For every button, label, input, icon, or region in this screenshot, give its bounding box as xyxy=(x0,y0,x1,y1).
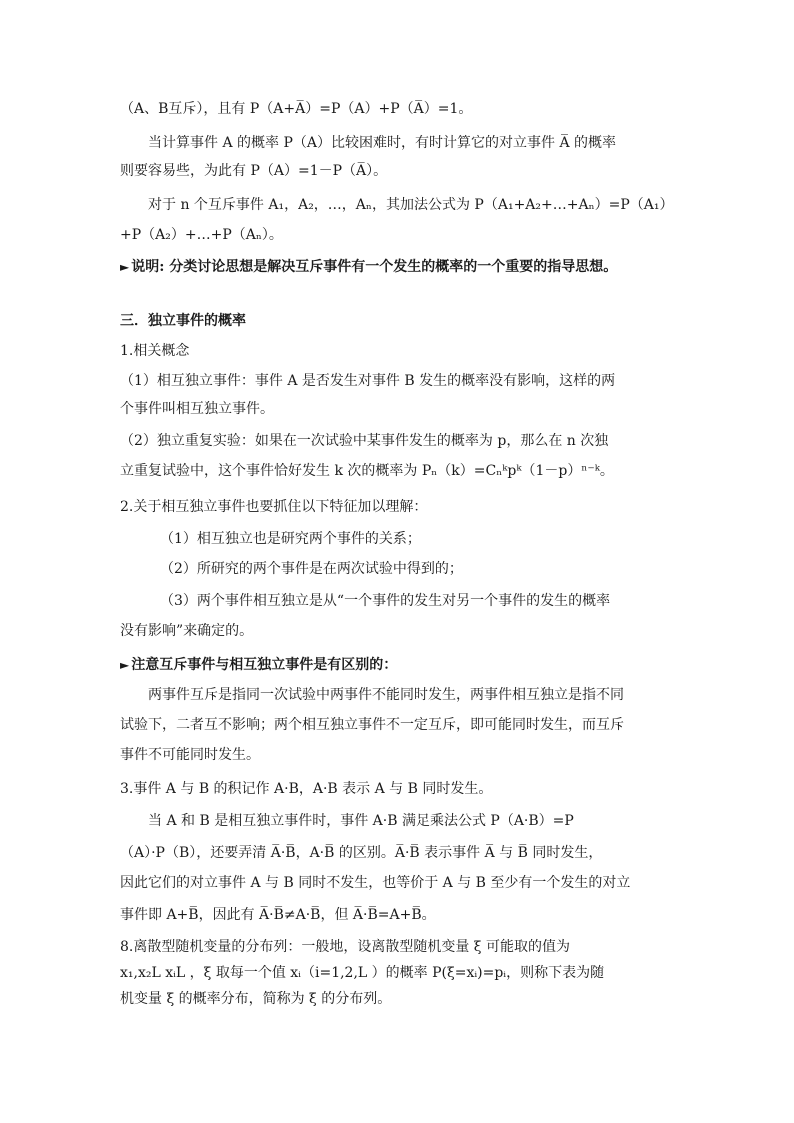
text-line: （2）独立重复实验：如果在一次试验中某事件发生的概率为 p，那么在 n 次独 xyxy=(120,433,609,449)
text-line: 3.事件 A 与 B 的积记作 A·B，A·B 表示 A 与 B 同时发生。 xyxy=(120,781,493,797)
text-line: （A、B互斥），且有 P（A+A̅）=P（A）+P（A̅）=1。 xyxy=(120,101,473,117)
list-item: （1）相互独立也是研究两个事件的关系； xyxy=(160,531,421,547)
text-line: 因此它们的对立事件 A 与 B 同时不发生，也等价于 A 与 B 至少有一个发生的对立 xyxy=(120,875,631,891)
text-line: 8.离散型随机变量的分布列：一般地，设离散型随机变量 ξ 可能取的值为 xyxy=(120,939,570,955)
note-text: 说明: 分类讨论思想是解决互斥事件有一个发生的概率的一个重要的指导思想。 xyxy=(131,259,618,275)
text-line: 个事件叫相互独立事件。 xyxy=(120,401,274,417)
text-line: 两事件互斥是指同一次试验中两事件不能同时发生，两事件相互独立是指不同 xyxy=(148,687,624,703)
text-line: 对于 n 个互斥事件 A₁，A₂，…，Aₙ，其加法公式为 P（A₁+A₂+…+Aₙ）=P（A₁） xyxy=(148,197,674,213)
text-line: 立重复试验中，这个事件恰好发生 k 次的概率为 Pₙ（k）=Cₙᵏpᵏ（1－p）ⁿ⁻ᵏ。 xyxy=(120,463,614,479)
section-heading: 三．独立事件的概率 xyxy=(120,313,246,329)
text-line: 试验下，二者互不影响；两个相互独立事件不一定互斥，即可能同时发生，而互斥 xyxy=(120,717,624,733)
text-line: 当 A 和 B 是相互独立事件时，事件 A·B 满足乘法公式 P（A·B）=P xyxy=(148,813,574,829)
text-line: x₁,x₂L xᵢL ，ξ 取每一个值 xᵢ（i=1,2,L ）的概率 P(ξ=xᵢ)=pᵢ，则称下表为随 xyxy=(120,965,605,981)
list-item: （3）两个事件相互独立是从“一个事件的发生对另一个事件的发生的概率 xyxy=(160,593,611,609)
note-line xyxy=(120,258,680,276)
text-line: 1.相关概念 xyxy=(120,343,190,359)
text-line: 机变量 ξ 的概率分布，简称为 ξ 的分布列。 xyxy=(120,991,392,1007)
list-item: （2）所研究的两个事件是在两次试验中得到的； xyxy=(160,561,463,577)
text-line: 事件不可能同时发生。 xyxy=(120,747,260,763)
text-line: +P（A₂）+…+P（Aₙ）。 xyxy=(120,227,283,243)
text-line: 没有影响”来确定的。 xyxy=(120,623,254,639)
text-line: 当计算事件 A 的概率 P（A）比较困难时，有时计算它的对立事件 A̅ 的概率 xyxy=(148,135,617,151)
note-text: 注意互斥事件与相互独立事件是有区别的： xyxy=(131,657,398,673)
text-line: 事件即 A+B̅，因此有 A̅·B̅≠A·B̅，但 A̅·B̅=A+B̅。 xyxy=(120,907,436,923)
text-line: （1）相互独立事件：事件 A 是否发生对事件 B 发生的概率没有影响，这样的两 xyxy=(120,373,616,389)
triangle-marker-icon: ► xyxy=(120,658,130,672)
note-line xyxy=(120,656,680,674)
triangle-marker-icon: ► xyxy=(120,260,130,274)
text-line: 则要容易些，为此有 P（A）=1－P（A̅）。 xyxy=(120,163,388,179)
text-line: （A）·P（B），还要弄清 A̅·B̅，A·B̅ 的区别。A̅·B̅ 表示事件 A̅ 与 B̅ 同时发生， xyxy=(120,845,603,861)
text-line: 2.关于相互独立事件也要抓住以下特征加以理解： xyxy=(120,499,428,515)
